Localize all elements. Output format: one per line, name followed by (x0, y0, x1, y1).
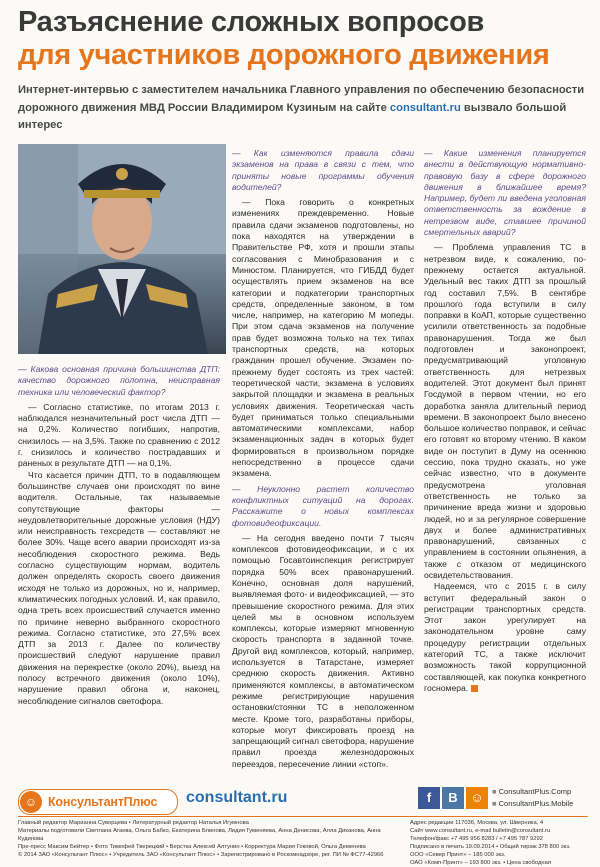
interview-question: — Неуклонно растет количество конфликтных ситуаций на дорогах. Расскажите о новых комплексах фотовидеофиксации. (232, 483, 414, 528)
interview-question: — Как изменяются правила сдачи экзаменов на права в связи с тем, что приняты новые программы обучения водителей? (232, 148, 414, 192)
lead-tail: вызвало большой интерес (18, 101, 567, 131)
article-column-1 (18, 360, 220, 780)
footer-divider (18, 816, 588, 817)
interviewee-photo (18, 144, 226, 354)
odnoklassniki-icon[interactable]: ☺ (466, 787, 488, 809)
interview-question: — Какова основная причина большинства ДТП: качество дорожного полотна, неисправная техника или человеческий фактор? (18, 364, 220, 397)
credit-line: Главный редактор Марианна Суворцева • Литературный редактор Наталья Игумнова (18, 820, 249, 826)
consultantplus-logo[interactable] (18, 789, 178, 815)
pub-line: Адрес редакции 117036, Москва, ул. Шверника, 4 (410, 820, 544, 826)
pub-line: ОАО «Комп-Принт» – 193 800 экз. • Цена свободная (410, 860, 551, 866)
article-column-2 (232, 144, 414, 784)
pub-line: Подписано в печать 19.09.2014 • Общий тираж 378 800 экз. (410, 844, 571, 850)
article-title (18, 6, 588, 72)
page-footer (0, 783, 600, 866)
interview-answer: — Согласно статистике, по итогам 2013 г. наблюдался незначительный рост числа ДТП — на 0,2%. Количество погибших, напротив, снизилось — на 3,5%. Также по сравнению с 2012 г. снизилось и количество пострадавших и раненых в результате ДТП — на 0,1%. (18, 401, 220, 469)
credit-line: Материалы подготовили Светлана Агаева, Ольга Бабко, Екатерина Блинова, Лидия Гуменяева, Анна Денисова, Алла Диканова, Анна Кудинова (18, 828, 381, 842)
footer-site-link[interactable]: consultant.ru (186, 789, 288, 806)
lead-site-link[interactable]: consultant.ru (389, 101, 461, 114)
facebook-icon[interactable]: f (418, 787, 440, 809)
credit-line: © 2014 ЗАО «Консультант Плюс» • Учредитель ЗАО «Консультант Плюс» • Зарегистрировано в Роскомнадзоре, рег. ПИ № ФС77-42966 (18, 852, 384, 858)
title-line-2: для участников дорожного движения (18, 39, 550, 71)
logo-man-icon: ☺ (20, 791, 42, 813)
article-lead (18, 82, 586, 135)
interview-answer: — На сегодня введено почти 7 тысяч комплексов фотовидеофиксации, и с их помощью Госавтоинспекция регистрирует порядка 50% всех правонарушений. Конечно, основная доля нарушений, выявляемая фото- и видеофиксацией, — это превышение скоростного режима. Для этих целей мы в основном используем комплексы, которые измеряют мгновенную скорость транспорта в заданной точке. Другой вид комплексов, который, например, используется в Татарстане, измеряет среднюю скорость движения. Активно применяются комплексы, в автоматическом режиме регистрирующие нарушения остановки/стоянки ТС в неположенном месте. Кроме того, разработаны приборы, которые могут фиксировать проезд на запрещающий сигнал светофора, нарушение правил проезда железнодорожных переездов, пересечение линии «стоп». (232, 532, 414, 769)
article-column-3 (424, 144, 586, 784)
interview-question: — Какие изменения планируется внести в действующую нормативно-правовую базу в сфере дорожного движения в ближайшее время? Например, будет ли введена уголовная ответственность за вождение в нетрезвом виде, ставшее причиной смертельных аварий? (424, 148, 586, 238)
vk-icon[interactable]: В (442, 787, 464, 809)
interview-answer: Что касается причин ДТП, то в подавляющем большинстве случаев они происходят по вине водителя. Остальные, так называемые сопутствующие факторы — неудовлетворительные дорожные условия (НДУ) или неисправность техсредств — составляют не более 30%. Чаще всего аварии происходят из-за несоблюдения скоростного режима. Ведь согласно существующим нормам, водитель должен определять скорость своего движения исходя не только из дорожных, но и, например, климатических погодных условий. И, как правило, одна треть всех происшествий случается именно по причине неверно выбранного скоростного режима. Согласно статистике, это 27,5% всех ДТП за 2013 г. Далее по количеству происшествий следуют нарушение правил движения на перекрестке (около 20%), выезд на полосу встречного движения (около 10%), нарушение правил обгона и, наконец, несоблюдение сигналов светофора. (18, 469, 220, 706)
title-line-1: Разъяснение сложных вопросов (18, 6, 485, 38)
app-links (492, 786, 573, 810)
publisher-info (410, 819, 590, 867)
lead-text: Интернет-интервью с заместителем начальника Главного управления по обеспечению безопасности дорожного движения МВД России Владимиром Кузиным на сайте (18, 84, 585, 114)
app-link-comp[interactable]: ■ ConsultantPlus.Comp (492, 786, 573, 798)
logo-text: КонсультантПлюс (48, 795, 158, 809)
portrait-illustration (18, 144, 226, 354)
interview-answer: Надеемся, что с 2015 г. в силу вступит федеральный закон о регистрации транспортных средств. Этот закон урегулирует на законодательном уровне саму процедуру регистрации отдельных категорий ТС, а также исключит возможность такой коррупционной составляющей, как покупка конкретного госномера. (424, 581, 586, 693)
interview-answer: — Пока говорить о конкретных изменениях преждевременно. Новые правила сдачи экзаменов подготовлены, но пока находятся на утверждении в Правительстве РФ, хотя и прошли этапы согласования с Минобразования и с Минюстом. Планируется, что ГИБДД будет осуществлять прием экзаменов на все категории и подкатегории транспортных средств, определенные законом, в том числе, например, на категорию М мопеды. При этом сдача экзаменов на получение прав будет возможна только на тех типах транспортных средств, на которых гражданин прошел обучение. Экзамен по-прежнему будет состоять из трех частей: теоретической части, экзамена в условиях закрытой площадки и экзамена в реальных условиях движения. Теоретическая часть будет приниматься только специальными автоматическими комплексами, набор экзаменационных задач в которых будет формироваться в произвольном порядке непосредственно в процессе сдачи экзамена. (232, 197, 414, 479)
pub-line: Сайт www.consultant.ru, e-mail bulletin@consultant.ru (410, 828, 551, 834)
app-link-mobile[interactable]: ■ ConsultantPlus.Mobile (492, 798, 573, 810)
pub-line: ООО «Север Принт» – 185 000 экз. (410, 852, 506, 858)
credit-line: Пре-пресс Максим Бейтер • Фото Тимофей Тверецкий • Верстка Алексей Алтунин • Корректура Мария Гоковой, Ольга Деменева (18, 844, 366, 850)
editorial-credits (18, 819, 393, 859)
pub-line: Телефон/факс +7 495 956 8283 / +7 495 787 9292 (410, 836, 543, 842)
interview-answer: — Проблема управления ТС в нетрезвом виде, к сожалению, по-прежнему остается актуальной. Удельный вес таких ДТП за прошлый год составил 7,5%. В сентябре прошлого года вступили в силу поправки в КоАП, которые существенно усилили ответственность за подобные правонарушения. Тогда же был подготовлен и законопроект, предусматривающий уголовную ответственность для нетрезвых водителей. Этот документ был принят Госдумой в первом чтении, но его доработка заняла длительный период времени. В законопроект было внесено большое количество поправок, и сейчас его готовят ко второму чтению. В каком виде он поступит в Думу на осеннюю сессию, пока трудно сказать, но уже сейчас известно, что в документе предусмотрена уголовная ответственность не только за причинение вреда жизни и здоровью людей, но и за регулярное совершение двух и более административных правонарушений, связанных с управлением в состоянии опьянения, а также с отказом от медицинского освидетельствования. (424, 242, 586, 580)
